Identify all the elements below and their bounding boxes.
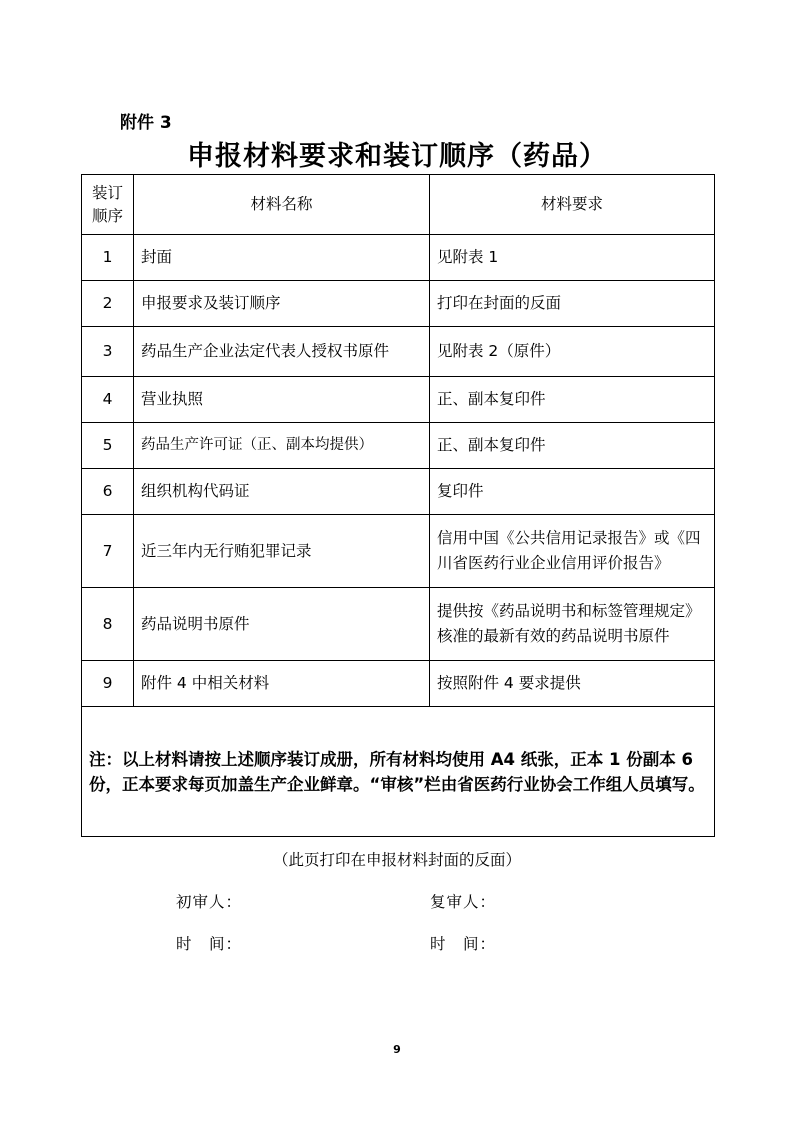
table-row [82,469,715,515]
table-header-row [82,175,715,235]
row-no: 5 [82,423,134,469]
print-instruction: （此页打印在申报材料封面的反面） [272,851,521,869]
page-title: 申报材料要求和装订顺序（药品） [187,141,607,172]
time-label-right: 时 间： [430,935,497,953]
row-name: 组织机构代码证 [134,469,430,515]
row-name: 药品生产许可证（正、副本均提供） [134,423,430,469]
header-requirement: 材料要求 [430,175,715,235]
initial-reviewer-label: 初审人： [176,893,243,911]
header-order-line1: 装订 [91,183,123,202]
row-requirement: 见附表 1 [430,235,715,281]
row-requirement: 正、副本复印件 [430,377,715,423]
materials-table [81,174,715,837]
row-no: 3 [82,327,134,377]
time-label-left: 时 间： [176,935,243,953]
table-note: 注：以上材料请按上述顺序装订成册，所有材料均使用 A4 纸张，正本 1 份副本 6 份，正本要求每页加盖生产企业鲜章。“审核”栏由省医药行业协会工作组人员填写。 [82,707,715,837]
table-row [82,661,715,707]
row-requirement: 正、副本复印件 [430,423,715,469]
note-row [82,707,715,837]
table-row [82,588,715,661]
row-name: 申报要求及装订顺序 [134,281,430,327]
row-requirement: 信用中国《公共信用记录报告》或《四川省医药行业企业信用评价报告》 [430,515,715,588]
header-order-line2: 顺序 [91,206,123,225]
second-reviewer-label: 复审人： [430,893,497,911]
row-name: 附件 4 中相关材料 [134,661,430,707]
row-requirement: 打印在封面的反面 [430,281,715,327]
row-name: 近三年内无行贿犯罪记录 [134,515,430,588]
table-row [82,235,715,281]
row-no: 9 [82,661,134,707]
row-requirement: 见附表 2（原件） [430,327,715,377]
table-row [82,515,715,588]
row-requirement: 提供按《药品说明书和标签管理规定》核准的最新有效的药品说明书原件 [430,588,715,661]
row-no: 1 [82,235,134,281]
row-name: 营业执照 [134,377,430,423]
row-requirement: 复印件 [430,469,715,515]
row-name: 药品说明书原件 [134,588,430,661]
header-name: 材料名称 [134,175,430,235]
attachment-label: 附件 3 [120,113,172,133]
row-name: 药品生产企业法定代表人授权书原件 [134,327,430,377]
table-row [82,423,715,469]
row-no: 2 [82,281,134,327]
row-no: 7 [82,515,134,588]
row-name: 封面 [134,235,430,281]
row-no: 6 [82,469,134,515]
row-no: 8 [82,588,134,661]
row-no: 4 [82,377,134,423]
header-order [82,175,134,235]
row-requirement: 按照附件 4 要求提供 [430,661,715,707]
page-number: 9 [393,1043,401,1056]
table-row [82,377,715,423]
table-row [82,281,715,327]
table-row [82,327,715,377]
